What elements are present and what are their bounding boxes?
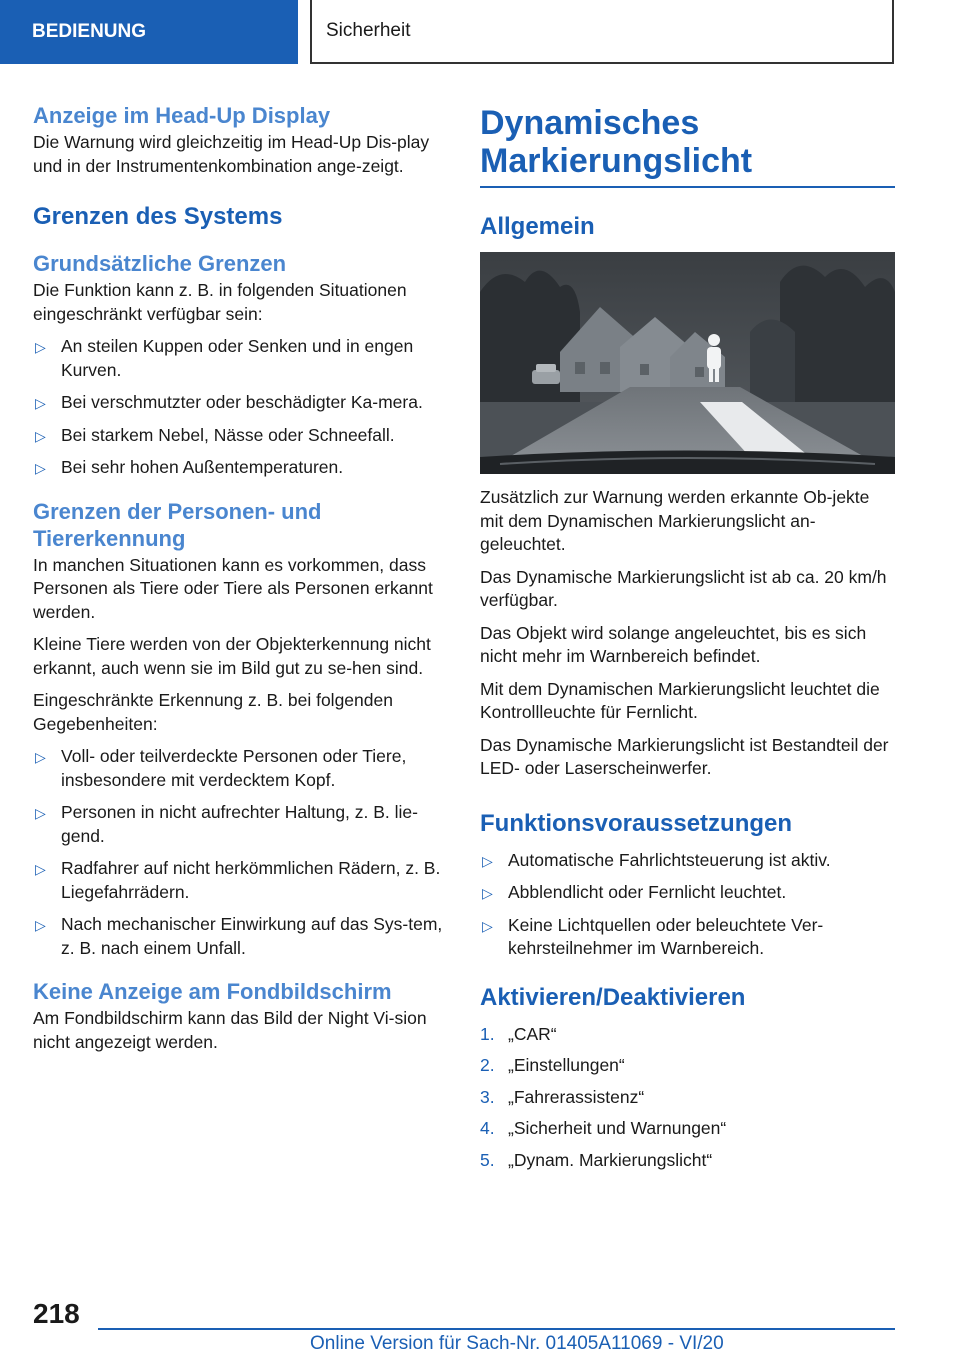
online-version-note: Online Version für Sach-Nr. 01405A11069 - VI/20: [310, 1333, 724, 1354]
right-column: [480, 96, 895, 1180]
list-item: ▷ Abblendlicht oder Fernlicht leuchtet.: [480, 881, 895, 905]
general-paragraph-3: Das Objekt wird solange angeleuchtet, bis es sich nicht mehr im Warnbereich befindet.: [480, 622, 867, 666]
limits-heading: Grenzen des Systems: [33, 203, 283, 230]
page-number: 218: [33, 1298, 80, 1329]
footer-divider: [98, 1328, 895, 1330]
triangle-bullet-icon: ▷: [35, 339, 46, 355]
general-paragraph-5: Das Dynamische Markierungslicht ist Bestandteil der LED- oder Laserscheinwerfer.: [480, 734, 889, 778]
activate-steps-list: [480, 1023, 895, 1173]
list-item: 2. „Einstellungen“: [480, 1055, 625, 1075]
chapter-tab: [0, 0, 298, 64]
triangle-bullet-icon: ▷: [35, 749, 46, 765]
triangle-bullet-icon: ▷: [482, 852, 493, 869]
recognition-limits-list: [33, 745, 448, 960]
list-item: ▷ Bei starkem Nebel, Nässe oder Schneefall.: [33, 424, 448, 448]
triangle-bullet-icon: ▷: [35, 395, 46, 411]
basic-limits-list: [33, 335, 448, 480]
list-item: ▷ Radfahrer auf nicht herkömmlichen Rädern, z. B. Liegefahrrädern.: [35, 858, 441, 902]
list-item: ▷ Bei sehr hohen Außentemperaturen.: [33, 456, 448, 480]
triangle-bullet-icon: ▷: [482, 917, 493, 934]
rear-display-paragraph: Am Fondbildschirm kann das Bild der Night Vi-sion nicht angezeigt werden.: [33, 1008, 427, 1052]
list-item: 1. „CAR“: [480, 1023, 557, 1044]
list-item: ▷ Voll- oder teilverdeckte Personen oder Tiere, insbesondere mit verdecktem Kopf.: [35, 746, 407, 790]
list-item: ▷ Personen in nicht aufrechter Haltung, z. B. lie-gend.: [35, 802, 418, 846]
triangle-bullet-icon: ▷: [35, 460, 46, 476]
recognition-paragraph-1: In manchen Situationen kann es vorkommen, dass Personen als Tiere oder Tiere als Personen erkannt werden.: [33, 554, 433, 622]
triangle-bullet-icon: ▷: [35, 427, 46, 444]
list-item: ▷ Keine Lichtquellen oder beleuchtete Ver-kehrsteilnehmer im Warnbereich.: [482, 914, 824, 958]
basic-limits-paragraph: Die Funktion kann z. B. in folgenden Situationen eingeschränkt verfügbar sein:: [33, 280, 407, 324]
triangle-bullet-icon: ▷: [35, 805, 46, 821]
list-item: 5. „Dynam. Markierungslicht“: [480, 1149, 713, 1170]
general-heading: Allgemein: [480, 213, 595, 240]
basic-limits-heading: Grundsätzliche Grenzen: [33, 251, 287, 276]
chapter-label: BEDIENUNG: [32, 21, 147, 42]
list-item: ▷ Automatische Fahrlichtsteuerung ist aktiv.: [480, 849, 895, 873]
topic-label: Sicherheit: [326, 20, 411, 41]
night-road-illustration: [480, 252, 895, 474]
recognition-paragraph-3: Eingeschränkte Erkennung z. B. bei folgenden Gegebenheiten:: [33, 690, 393, 734]
left-column: [33, 96, 448, 1063]
list-item: ▷ Bei verschmutzter oder beschädigter Ka-mera.: [33, 391, 448, 415]
main-heading: Dynamisches Markierungslicht: [480, 104, 895, 188]
list-item: ▷ An steilen Kuppen oder Senken und in engen Kurven.: [35, 336, 414, 380]
triangle-bullet-icon: ▷: [35, 861, 46, 877]
triangle-bullet-icon: ▷: [35, 917, 46, 933]
list-item: ▷ Nach mechanischer Einwirkung auf das Sys-tem, z. B. nach einem Unfall.: [35, 914, 443, 958]
list-item: 3. „Fahrerassistenz“: [480, 1086, 645, 1107]
rear-display-heading: Keine Anzeige am Fondbildschirm: [33, 979, 392, 1004]
activate-heading: Aktivieren/Deaktivieren: [480, 983, 746, 1011]
general-paragraph-2: Das Dynamische Markierungslicht ist ab ca. 20 km/h verfügbar.: [480, 566, 887, 610]
requirements-heading: Funktionsvoraussetzungen: [480, 809, 793, 837]
triangle-bullet-icon: ▷: [482, 885, 493, 901]
hud-paragraph: Die Warnung wird gleichzeitig im Head-Up Dis-play und in der Instrumentenkombination ange-zeigt.: [33, 132, 430, 176]
requirements-list: [480, 849, 895, 961]
list-item: 4. „Sicherheit und Warnungen“: [480, 1118, 727, 1138]
general-paragraph-1: Zusätzlich zur Warnung werden erkannte Ob-jekte mit dem Dynamischen Markierungslicht an-geleuchtet.: [480, 487, 870, 554]
recognition-paragraph-2: Kleine Tiere werden von der Objekterkennung nicht erkannt, auch wenn sie im Bild gut zu se-hen sind.: [33, 634, 431, 678]
general-paragraph-4: Mit dem Dynamischen Markierungslicht leuchtet die Kontrollleuchte für Fernlicht.: [480, 678, 880, 722]
recognition-limits-heading: Grenzen der Personen- und Tiererkennung: [33, 498, 322, 551]
hud-heading: Anzeige im Head-Up Display: [33, 103, 331, 128]
topic-tab: [310, 0, 894, 64]
